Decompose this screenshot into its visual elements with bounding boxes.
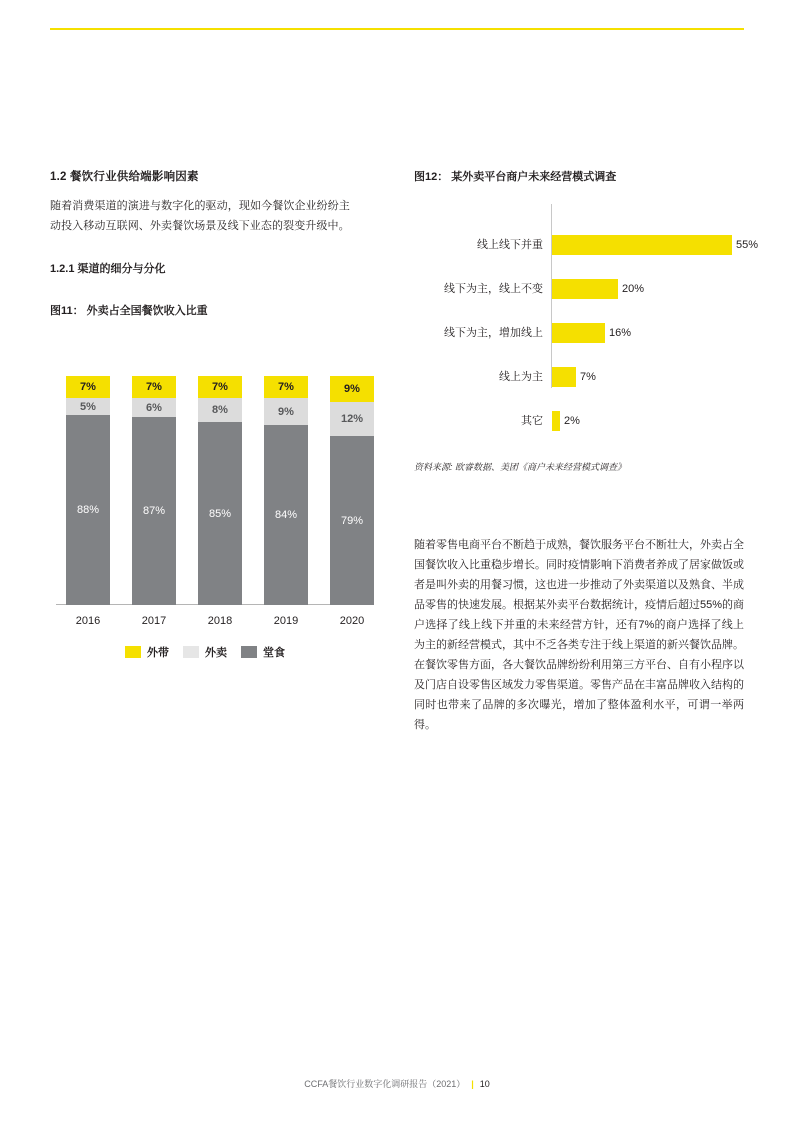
segment-waidai-2017: 7%: [132, 376, 176, 398]
legend-label-waidai: 外带: [147, 647, 169, 659]
x-label-2018: 2018: [207, 615, 233, 627]
figure12-bar-4: [552, 367, 576, 387]
subsection-title: 1.2.1 渠道的细分与分化: [50, 263, 166, 275]
bar-stack-2019: [264, 376, 308, 605]
legend-swatch-icon-tangshi: [241, 646, 257, 658]
figure12-category-4: 线上为主: [499, 371, 543, 383]
segment-waimai-2018: 8%: [198, 398, 242, 422]
figure12-row-5: [414, 408, 744, 434]
legend-item-waidai: [125, 644, 169, 660]
x-label-2017: 2017: [141, 615, 167, 627]
page-footer: [0, 1077, 794, 1090]
bar-stack-2016: [66, 376, 110, 605]
figure12-category-1: 线上线下并重: [477, 239, 543, 251]
segment-tangshi-2016: 88%: [66, 415, 110, 605]
legend-item-tangshi: [241, 644, 285, 660]
figure11-chart: [50, 372, 365, 692]
figure12-value-5: 2%: [564, 415, 580, 427]
figure12-row-2: [414, 276, 744, 302]
legend-item-waimai: [183, 644, 227, 660]
legend-swatch-icon-waimai: [183, 646, 199, 658]
segment-waimai-2017: 6%: [132, 398, 176, 417]
figure12-title: 图12： 某外卖平台商户未来经营模式调查: [414, 171, 617, 183]
figure12-category-3: 线下为主，增加线上: [444, 327, 543, 339]
x-label-2019: 2019: [273, 615, 299, 627]
left-column: [50, 168, 350, 318]
segment-waidai-2019: 7%: [264, 376, 308, 398]
segment-waimai-2019: 9%: [264, 398, 308, 425]
figure12-category-5: 其它: [521, 415, 543, 427]
figure11-legend: [60, 644, 350, 660]
segment-waimai-2016: 5%: [66, 398, 110, 415]
figure12-bar-2: [552, 279, 618, 299]
right-column: [414, 168, 744, 184]
segment-tangshi-2020: 79%: [330, 436, 374, 605]
figure12-value-4: 7%: [580, 371, 596, 383]
figure12-value-3: 16%: [609, 327, 632, 339]
intro-paragraph: 随着消费渠道的演进与数字化的驱动，现如今餐饮企业纷纷主动投入移动互联网、外卖餐饮场景及线下业态的裂变升级中。: [50, 200, 350, 232]
segment-tangshi-2018: 85%: [198, 422, 242, 605]
footer-report-title: CCFA餐饮行业数字化调研报告（2021）: [304, 1079, 466, 1089]
bar-stack-2018: [198, 376, 242, 605]
figure11-plot: [56, 372, 365, 637]
figure12-row-4: [414, 364, 744, 390]
figure12-bar-3: [552, 323, 605, 343]
x-label-2016: 2016: [75, 615, 101, 627]
segment-waimai-2020: 12%: [330, 402, 374, 436]
footer-separator: |: [471, 1079, 474, 1089]
figure12-source-note: 资料来源: 欧睿数据、美团《商户未来经营模式调查》: [414, 462, 627, 472]
figure12-bar-1: [552, 235, 732, 255]
figure11-title: 图11： 外卖占全国餐饮收入比重: [50, 305, 208, 317]
legend-label-waimai: 外卖: [205, 647, 227, 659]
legend-swatch-icon-waidai: [125, 646, 141, 658]
bar-stack-2020: [330, 376, 374, 605]
header-accent-rule: [50, 28, 744, 30]
figure12-bar-5: [552, 411, 560, 431]
section-title: 1.2 餐饮行业供给端影响因素: [50, 171, 199, 183]
page-number: 10: [479, 1079, 490, 1089]
figure12-value-1: 55%: [736, 239, 759, 251]
segment-waidai-2020: 9%: [330, 376, 374, 402]
figure12-row-3: [414, 320, 744, 346]
segment-waidai-2018: 7%: [198, 376, 242, 398]
segment-waidai-2016: 7%: [66, 376, 110, 398]
right-body-paragraph: 随着零售电商平台不断趋于成熟，餐饮服务平台不断壮大，外卖占全国餐饮收入比重稳步增长。同时疫情影响下消费者养成了居家做饭或者是叫外卖的用餐习惯，这也进一步推动了外卖渠道以及熟食、半成品零售的快速发展。根据某外卖平台数据统计，疫情后超过55%的商户选择了线上线下并重的未来经营方针，还有7%的商户选择了线上为主的新经营模式，其中不乏各类专注于线上渠道的新兴餐饮品牌。在餐饮零售方面，各大餐饮品牌纷纷利用第三方平台、自有小程序以及门店自设零售区域发力零售渠道。零售产品在丰富品牌收入结构的同时也带来了品牌的多次曝光，增加了整体盈利水平，可谓一举两得。: [414, 539, 745, 731]
segment-tangshi-2017: 87%: [132, 417, 176, 605]
bar-stack-2017: [132, 376, 176, 605]
figure12-category-2: 线下为主，线上不变: [444, 283, 543, 295]
x-label-2020: 2020: [339, 615, 365, 627]
figure12-row-1: [414, 232, 759, 258]
segment-tangshi-2019: 84%: [264, 425, 308, 605]
legend-label-tangshi: 堂食: [263, 647, 285, 659]
figure12-chart: [414, 200, 759, 440]
figure12-value-2: 20%: [622, 283, 645, 295]
